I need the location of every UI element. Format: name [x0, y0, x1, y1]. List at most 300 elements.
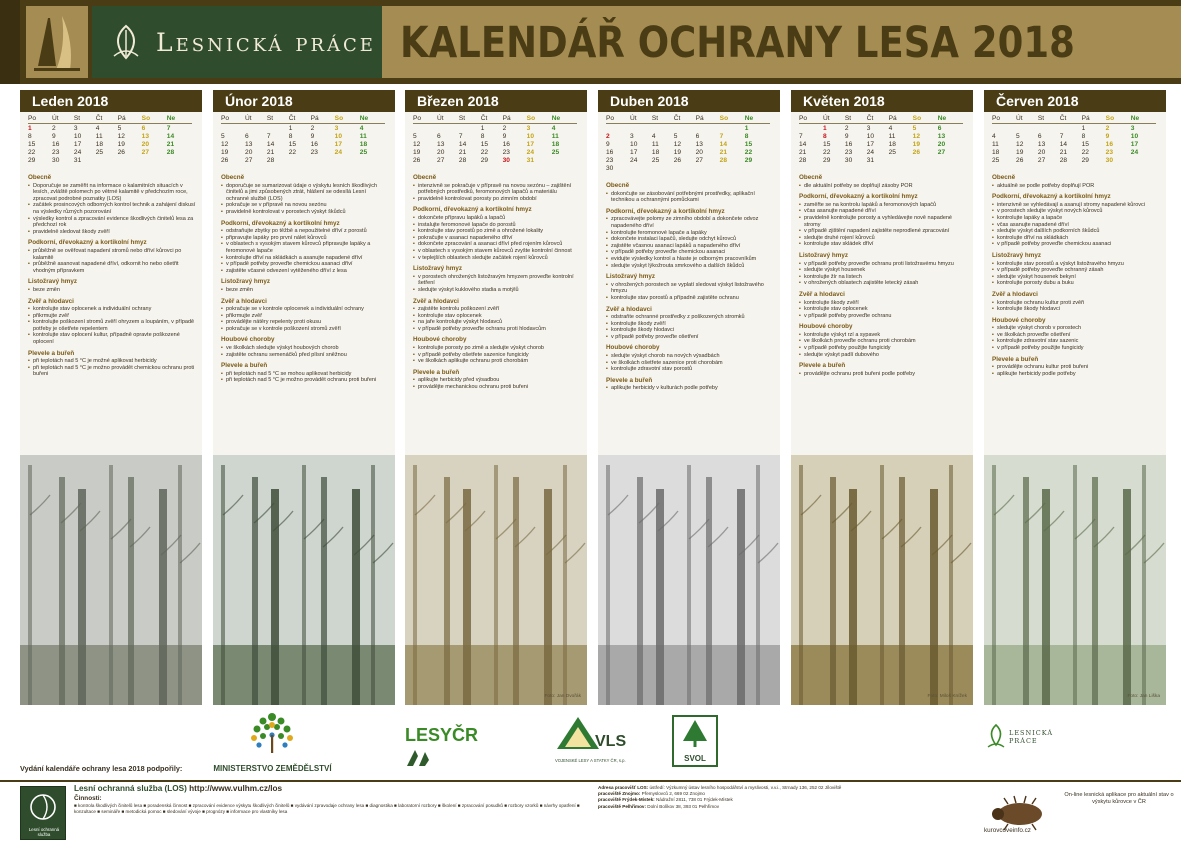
- weekday-label: Ne: [552, 114, 577, 124]
- day-cell: 30: [844, 156, 853, 164]
- section-heading: Podkorní, dřevokazný a kortikolní hmyz: [799, 193, 918, 201]
- day-cell: 30: [606, 164, 614, 172]
- activities-list: ■ kontrola škodlivých činitelů lesa ■ poradenská činnost ■ zpracování evidence výskytu škodlivých činitelů ■ vydávání zpravodaje ochrany lesa ■ diagnostika ■ laboratorní rozbory ■ školení ■ zpracování posudků ■ rozbory vzorků ■ návrhy opatření ■ konzultace ■ semináře ■ metodická pomoc ■ sledování vývoje ■ prognózy ■ informace pro vlastníky lesa: [74, 803, 580, 814]
- day-cell: 15: [823, 140, 831, 148]
- day-cell: 7: [1059, 132, 1064, 140]
- day-cell: 17: [866, 140, 875, 148]
- instruction-item: ▪ v ohrožených oblastech zajistěte letecký zásah: [799, 280, 967, 287]
- month-instructions: [598, 172, 780, 392]
- day-cell: 14: [458, 140, 467, 148]
- kurov-link[interactable]: kurovcoveinfo.cz: [984, 827, 1031, 834]
- weekday-label: Út: [245, 114, 267, 124]
- day-cell: 3: [630, 132, 634, 140]
- day-cell: 28: [166, 148, 175, 156]
- leaf-icon: [106, 22, 146, 62]
- month-instructions: [984, 164, 1166, 377]
- day-cell: 21: [799, 148, 807, 156]
- day-cell: 22: [288, 148, 297, 156]
- section-heading: Plevele a buřeň: [992, 355, 1039, 363]
- instruction-item: ▪ kontrolujte zdravotní stav porostů: [606, 366, 774, 373]
- empty-day: [1131, 156, 1156, 164]
- day-cell: 15: [744, 140, 753, 148]
- svol-tree-icon: [674, 717, 716, 749]
- day-cell: 17: [73, 140, 82, 148]
- section-list: [799, 332, 967, 358]
- instruction-item: ▪ v porostech sledujte výskyt nových kůrovců: [992, 208, 1160, 215]
- lp-logo: [985, 723, 1065, 765]
- lesycr-chevron-icon: [405, 746, 431, 768]
- instruction-item: ▪ průběžně se ověřovat napadení stromů nebo dříví kůrovci po kalamitě: [28, 248, 196, 261]
- instruction-item: ▪ v oblastech s vysokým stavem kůrovců zvyšte kontrolní činnost: [413, 248, 581, 255]
- footer-org-name: Lesní ochranná služba (LOS): [74, 784, 187, 793]
- day-cell: 7: [266, 132, 271, 140]
- instruction-item: ▪ beze změn: [221, 287, 389, 294]
- month-column: [791, 90, 973, 705]
- month-column: [984, 90, 1166, 705]
- day-cell: 18: [888, 140, 896, 148]
- weekday-label: St: [1038, 114, 1060, 124]
- day-cell: 16: [310, 140, 318, 148]
- month-instructions: [405, 164, 587, 391]
- day-cell: 30: [52, 156, 60, 164]
- instruction-item: ▪ provádějte ochranu proti buřeni podle potřeby: [799, 371, 967, 378]
- day-cell: 11: [359, 132, 367, 140]
- day-cell: 14: [1059, 140, 1068, 148]
- weekday-label: So: [913, 114, 938, 124]
- day-cell: 2: [310, 124, 315, 132]
- section-list: [221, 287, 389, 294]
- day-cell: 12: [117, 132, 125, 140]
- instruction-item: ▪ přikrmujte zvěř: [28, 313, 196, 320]
- section-list: [606, 191, 774, 204]
- instruction-item: ▪ dokončete instalaci lapačů, sledujte odchyt kůrovců: [606, 236, 774, 243]
- day-cell: 27: [245, 156, 253, 164]
- day-cell: 5: [413, 132, 417, 140]
- instruction-item: ▪ sledujte výskyt lýkožrouta smrkového a dalších škůdců: [606, 263, 774, 270]
- day-cell: 17: [526, 140, 535, 148]
- month-calendar: [221, 114, 385, 164]
- day-cell: 20: [141, 140, 150, 148]
- day-cell: 17: [630, 148, 638, 156]
- section-list: [221, 228, 389, 274]
- day-cell: 20: [1037, 148, 1046, 156]
- instruction-item: ▪ evidujte výsledky kontrol a hlaste je odborným pracovníkům: [606, 256, 774, 263]
- day-cell: 9: [606, 140, 610, 148]
- empty-day: [413, 124, 437, 133]
- instruction-item: ▪ kontrolujte stav skládek dříví: [799, 241, 967, 248]
- day-cell: 23: [310, 148, 318, 156]
- day-cell: 18: [359, 140, 368, 148]
- day-cell: 19: [221, 148, 229, 156]
- section-heading: Obecně: [221, 174, 245, 181]
- empty-day: [652, 124, 674, 133]
- day-cell: 12: [413, 140, 421, 148]
- photo-caption: Foto: Jan Liška: [1127, 694, 1160, 699]
- empty-day: [1060, 124, 1082, 133]
- day-cell: 25: [888, 148, 896, 156]
- empty-day: [696, 124, 720, 133]
- day-cell: 15: [28, 140, 36, 148]
- instruction-item: ▪ intenzivně se vyhledávají a asanují stromy napadené kůrovci: [992, 202, 1160, 209]
- day-cell: 3: [73, 124, 78, 132]
- day-cell: 24: [630, 156, 638, 164]
- svol-logo: [672, 715, 718, 767]
- day-cell: 16: [52, 140, 60, 148]
- day-cell: 3: [334, 124, 339, 132]
- address-value: ústředí: Výzkumný ústav lesního hospodářství a myslivosti, v.v.i., Strnady 136, 252 02 Jíloviště: [649, 785, 842, 790]
- empty-day: [799, 124, 823, 133]
- instruction-item: ▪ v ohrožených porostech se vyplatí sledovat výskyt listožravého hmyzu: [606, 282, 774, 295]
- instruction-item: ▪ kontrolujte stav porostů a výskyt listožravého hmyzu: [992, 261, 1160, 268]
- mze-tree-icon: [205, 709, 340, 755]
- section-list: [28, 306, 196, 346]
- day-cell: 8: [288, 132, 293, 140]
- section-heading: Houbové choroby: [606, 344, 660, 352]
- footer-web-link[interactable]: http://www.vulhm.cz/los: [189, 784, 283, 793]
- day-cell: 1: [288, 124, 293, 132]
- section-heading: Zvěř a hlodavci: [28, 297, 74, 305]
- activities-title: Činnosti:: [74, 795, 102, 802]
- section-list: [28, 358, 196, 378]
- day-cell: 1: [823, 124, 827, 132]
- instruction-item: ▪ ve školkách aplikujte ochranu proti chorobám: [413, 358, 581, 365]
- day-cell: 28: [799, 156, 807, 164]
- day-cell: 13: [245, 140, 253, 148]
- instruction-item: ▪ průběžně asanovat napadené dříví, odkornit ho nebo ošetřit vhodným přípravkem: [28, 261, 196, 274]
- sponsors-label: Vydání kalendáře ochrany lesa 2018 podpořily:: [20, 764, 183, 773]
- day-cell: 25: [95, 148, 104, 156]
- section-heading: Obecně: [799, 174, 823, 181]
- day-cell: 20: [695, 148, 703, 156]
- instruction-item: ▪ provádějte ochranu kultur proti buřeni: [992, 364, 1160, 371]
- day-cell: 19: [673, 148, 682, 156]
- section-heading: Podkorní, dřevokazný a kortikolní hmyz: [221, 219, 340, 227]
- weekday-label: Po: [221, 114, 245, 124]
- day-cell: 14: [266, 140, 275, 148]
- day-cell: 23: [1105, 148, 1114, 156]
- day-cell: 27: [695, 156, 703, 164]
- forest-photo: [405, 455, 587, 705]
- empty-day: [221, 124, 245, 133]
- brand-logo: [92, 6, 382, 78]
- day-cell: 2: [1105, 124, 1110, 132]
- weekday-label: Čt: [481, 114, 503, 124]
- day-cell: 14: [166, 132, 175, 140]
- instruction-item: ▪ odstraňte ochranné prostředky z poškozených stromků: [606, 314, 774, 321]
- instruction-item: ▪ včas asanujte napadené dříví: [799, 208, 967, 215]
- instruction-item: ▪ pokračuje se v přípravě na novou sezónu: [221, 202, 389, 209]
- day-cell: 23: [52, 148, 60, 156]
- instruction-item: ▪ dokončete přípravu lapáků a lapačů: [413, 215, 581, 222]
- day-cell: 10: [1130, 132, 1139, 140]
- day-cell: 4: [359, 124, 364, 132]
- section-heading: Obecně: [992, 174, 1016, 181]
- day-cell: 11: [888, 132, 896, 140]
- vls-long: VOJENSKÉ LESY A STATKY ČR, s.p.: [555, 758, 626, 763]
- section-list: [28, 248, 196, 274]
- instruction-item: ▪ kontrolujte škody zvěří: [606, 321, 774, 328]
- day-cell: 28: [458, 156, 467, 164]
- day-cell: 8: [823, 132, 827, 140]
- day-cell: 3: [526, 124, 531, 132]
- section-heading: Podkorní, dřevokazný a kortikolní hmyz: [992, 193, 1111, 201]
- day-cell: 5: [673, 132, 678, 140]
- day-cell: 15: [288, 140, 297, 148]
- instruction-item: ▪ pokračuje se v kontrole oplocenek a individuální ochrany: [221, 306, 389, 313]
- instruction-item: ▪ provádějte nátěry repelenty proti okusu: [221, 319, 389, 326]
- day-cell: 21: [1059, 148, 1068, 156]
- month-instructions: [791, 164, 973, 377]
- empty-day: [674, 124, 696, 133]
- day-cell: 6: [141, 124, 146, 132]
- weekday-label: St: [459, 114, 481, 124]
- header-band: [0, 0, 1181, 84]
- instruction-item: ▪ sledujte výskyt housenek bekyní: [992, 274, 1160, 281]
- weekday-label: Út: [823, 114, 845, 124]
- instruction-item: ▪ zajistěte kontrolu poškození zvěří: [413, 306, 581, 313]
- instruction-item: ▪ intenzivně se pokračuje v přípravě na novou sezónu – zajištění potřebných prostředků, feromonových lapačů a materiálu: [413, 183, 581, 196]
- day-cell: 8: [480, 132, 485, 140]
- instruction-item: ▪ kontrolujte poškození stromů zvěří ohryzem a loupáním, v případě potřeby je ošetřete repelentem: [28, 319, 196, 332]
- day-cell: 11: [651, 140, 659, 148]
- instruction-item: ▪ v případě potřeby ošetřete sazenice fungicidy: [413, 352, 581, 359]
- day-cell: 25: [359, 148, 368, 156]
- footer-org: [74, 784, 282, 793]
- instruction-item: ▪ v případě potřeby proveďte ochranu proti listožravému hmyzu: [799, 261, 967, 268]
- day-cell: 5: [1016, 132, 1020, 140]
- instruction-item: ▪ sledujte druhé rojení kůrovců: [799, 235, 967, 242]
- instruction-item: ▪ ve školkách sledujte výskyt houbových chorob: [221, 345, 389, 352]
- instruction-item: ▪ kontrolujte porosty dubu a buku: [992, 280, 1160, 287]
- month-instructions: [213, 164, 395, 384]
- empty-day: [552, 156, 577, 164]
- instruction-item: ▪ sledujte výskyt padlí dubového: [799, 352, 967, 359]
- page-title: KALENDÁŘ OCHRANY LESA 2018: [400, 18, 1075, 68]
- section-list: [413, 306, 581, 332]
- lesycr-logo: [405, 725, 495, 765]
- empty-day: [992, 124, 1016, 133]
- instruction-item: ▪ v případě potřeby použijte fungicidy: [992, 345, 1160, 352]
- forest-photo: [20, 455, 202, 705]
- day-cell: 19: [413, 148, 421, 156]
- instruction-item: ▪ provádějte mechanickou ochranu proti buřeni: [413, 384, 581, 391]
- lp-leaf-icon: [985, 723, 1007, 749]
- day-cell: 29: [1081, 156, 1089, 164]
- empty-day: [1038, 124, 1060, 133]
- day-cell: 5: [117, 124, 122, 132]
- sponsor-strip: [0, 705, 1181, 780]
- day-cell: 9: [502, 132, 507, 140]
- day-cell: 10: [73, 132, 82, 140]
- weekday-label: Ne: [360, 114, 385, 124]
- weekday-label: Čt: [289, 114, 311, 124]
- section-heading: Zvěř a hlodavci: [799, 290, 845, 298]
- section-heading: Listožravý hmyz: [799, 251, 848, 259]
- brand-name: Lesnická práce: [156, 27, 376, 57]
- instruction-item: ▪ ve školkách ošetřete sazenice proti chorobám: [606, 360, 774, 367]
- address-value: Nádražní 2811, 738 01 Frýdek-Místek: [655, 797, 733, 803]
- section-list: [413, 345, 581, 365]
- instruction-item: ▪ aplikujte herbicidy v kulturách podle potřeby: [606, 385, 774, 392]
- forest-photo: [984, 455, 1166, 705]
- empty-day: [720, 124, 745, 133]
- day-cell: 11: [551, 132, 559, 140]
- day-cell: 26: [1016, 156, 1024, 164]
- addresses: [598, 785, 978, 810]
- day-cell: 6: [937, 124, 942, 132]
- day-cell: 31: [526, 156, 535, 164]
- day-cell: 13: [937, 132, 946, 140]
- weekday-label: So: [720, 114, 745, 124]
- instruction-item: ▪ v případě potřeby proveďte ochranu proti hlodavcům: [413, 326, 581, 333]
- section-heading: Zvěř a hlodavci: [606, 305, 652, 313]
- weekday-label: Po: [799, 114, 823, 124]
- weekday-label: Po: [606, 114, 630, 124]
- instruction-item: ▪ kontrolujte dříví na skládkách: [992, 235, 1160, 242]
- instruction-item: ▪ kontrolujte porosty po zimě a sledujte výskyt chorob: [413, 345, 581, 352]
- month-column: [405, 90, 587, 705]
- day-cell: 22: [1081, 148, 1089, 156]
- day-cell: 26: [912, 148, 921, 156]
- day-cell: 16: [844, 140, 853, 148]
- day-cell: 31: [866, 156, 875, 164]
- empty-day: [245, 124, 267, 133]
- section-heading: Plevele a buřeň: [413, 368, 460, 376]
- empty-day: [696, 164, 720, 172]
- day-cell: 20: [245, 148, 253, 156]
- weekday-label: Čt: [674, 114, 696, 124]
- weekday-label: Pá: [118, 114, 142, 124]
- day-cell: 10: [866, 132, 875, 140]
- day-cell: 9: [310, 132, 315, 140]
- day-cell: 2: [606, 132, 610, 140]
- instruction-item: ▪ pravidelně sledovat škody zvěří: [28, 229, 196, 236]
- section-list: [992, 300, 1160, 313]
- empty-day: [1016, 124, 1038, 133]
- weekday-label: Ne: [1131, 114, 1156, 124]
- day-cell: 30: [1105, 156, 1114, 164]
- day-cell: 27: [937, 148, 946, 156]
- forest-photo: [213, 455, 395, 705]
- weekday-label: Út: [630, 114, 652, 124]
- empty-day: [118, 156, 142, 164]
- day-cell: 25: [651, 156, 660, 164]
- day-cell: 4: [95, 124, 100, 132]
- section-list: [606, 282, 774, 302]
- day-cell: 1: [28, 124, 32, 132]
- day-cell: 12: [221, 140, 229, 148]
- weekday-label: St: [267, 114, 289, 124]
- day-cell: 29: [480, 156, 489, 164]
- instruction-item: ▪ sledujte výskyt dalších podkorních škůdců: [992, 228, 1160, 235]
- weekday-label: So: [142, 114, 167, 124]
- day-cell: 6: [695, 132, 700, 140]
- day-cell: 20: [937, 140, 946, 148]
- section-list: [799, 202, 967, 248]
- empty-day: [606, 124, 630, 133]
- address-line: [598, 804, 978, 810]
- day-cell: 25: [551, 148, 560, 156]
- day-cell: 28: [719, 156, 728, 164]
- empty-day: [142, 156, 167, 164]
- section-list: [413, 183, 581, 203]
- section-heading: Podkorní, dřevokazný a kortikolní hmyz: [28, 239, 147, 247]
- empty-day: [913, 156, 938, 164]
- day-cell: 4: [888, 124, 893, 132]
- section-heading: Listožravý hmyz: [992, 251, 1041, 259]
- day-cell: 7: [799, 132, 803, 140]
- weekday-label: Čt: [1060, 114, 1082, 124]
- weekday-label: Pá: [1082, 114, 1106, 124]
- instruction-item: ▪ sledujte výskyt chorob v porostech: [992, 325, 1160, 332]
- section-list: [799, 371, 967, 378]
- instruction-item: ▪ v oblastech s vysokým stavem kůrovců připravujte lapáky a feromonové lapače: [221, 241, 389, 254]
- day-cell: 9: [1105, 132, 1110, 140]
- instruction-item: ▪ kontrolujte dříví na skládkách a asanujte napadené dříví: [221, 255, 389, 262]
- vls-logo: [555, 715, 665, 771]
- section-list: [28, 287, 196, 294]
- section-heading: Plevele a buřeň: [28, 349, 75, 357]
- weekday-label: Út: [437, 114, 459, 124]
- address-label: pracoviště Znojmo:: [598, 791, 641, 797]
- instruction-item: ▪ kontrolujte stav oplocenek: [799, 306, 967, 313]
- instruction-item: ▪ kontrolujte výskyt rzí a sypavek: [799, 332, 967, 339]
- mze-name: MINISTERSTVO ZEMĚDĚLSTVÍ: [213, 764, 332, 773]
- instruction-item: ▪ v případě potřeby proveďte chemickou asanaci dříví: [221, 261, 389, 268]
- instruction-item: ▪ zajistěte včasnou asanaci lapáků a napadeného dříví: [606, 243, 774, 250]
- month-calendar: [413, 114, 577, 164]
- instruction-item: ▪ zpracovávejte polomy ze zimního období a dokončete odvoz napadeného dříví: [606, 216, 774, 229]
- section-list: [221, 183, 389, 216]
- weekday-label: Pá: [311, 114, 335, 124]
- day-cell: 27: [1037, 156, 1046, 164]
- day-cell: 13: [141, 132, 150, 140]
- day-cell: 8: [28, 132, 32, 140]
- section-list: [606, 216, 774, 269]
- instruction-item: ▪ kontrolujte škody zvěří: [799, 300, 967, 307]
- weekday-label: Pá: [696, 114, 720, 124]
- day-cell: 26: [413, 156, 421, 164]
- section-list: [221, 345, 389, 358]
- day-cell: 6: [1037, 132, 1042, 140]
- weekday-label: Út: [52, 114, 74, 124]
- address-label: pracoviště Frýdek-Místek:: [598, 797, 655, 803]
- day-cell: 17: [334, 140, 343, 148]
- empty-day: [720, 164, 745, 172]
- month-title: Leden 2018: [20, 90, 202, 112]
- lesycr-name: LESYČR: [405, 725, 479, 745]
- day-cell: 24: [73, 148, 82, 156]
- section-heading: Plevele a buřeň: [799, 362, 846, 370]
- forest-photo: [791, 455, 973, 705]
- instruction-item: ▪ v případě potřeby proveďte chemickou asanaci: [992, 241, 1160, 248]
- section-heading: Houbové choroby: [799, 323, 853, 331]
- weekday-label: Pá: [503, 114, 527, 124]
- instruction-item: ▪ pokračujte v asanaci napadeného dříví: [413, 235, 581, 242]
- day-cell: 7: [719, 132, 724, 140]
- section-heading: Obecně: [606, 182, 630, 189]
- instruction-item: ▪ dle aktuální potřeby se doplňují zásoby POR: [799, 183, 967, 190]
- empty-day: [459, 124, 481, 133]
- instruction-item: ▪ kontrolujte ochranu kultur proti zvěři: [992, 300, 1160, 307]
- section-heading: Zvěř a hlodavci: [221, 297, 267, 305]
- day-cell: 22: [28, 148, 36, 156]
- vls-short: VLS: [595, 733, 627, 750]
- weekday-label: St: [652, 114, 674, 124]
- empty-day: [289, 156, 311, 164]
- section-list: [992, 261, 1160, 287]
- day-cell: 21: [166, 140, 175, 148]
